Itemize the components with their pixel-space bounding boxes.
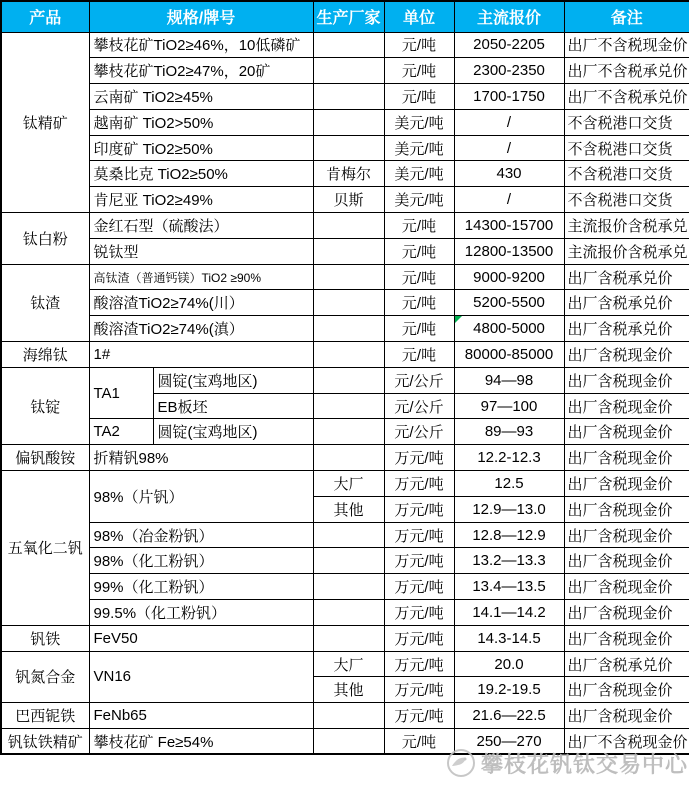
price-cell: 21.6—22.5 bbox=[454, 703, 564, 729]
manufacturer-cell bbox=[313, 135, 384, 161]
spec-cell: 印度矿 TiO2≥50% bbox=[89, 135, 313, 161]
table-row bbox=[1, 161, 689, 187]
manufacturer-cell bbox=[313, 238, 384, 264]
header-note: 备注 bbox=[564, 1, 689, 32]
manufacturer-cell bbox=[313, 58, 384, 84]
price-cell: 14.1—14.2 bbox=[454, 600, 564, 626]
spec-cell: FeNb65 bbox=[89, 703, 313, 729]
note-cell: 出厂不含税承兑价 bbox=[564, 84, 689, 110]
table-row bbox=[1, 187, 689, 213]
unit-cell: 万元/吨 bbox=[384, 574, 454, 600]
product-cell: 偏钒酸铵 bbox=[1, 445, 89, 471]
note-cell: 出厂含税现金价 bbox=[564, 342, 689, 368]
spec-cell: 98%（片钒） bbox=[89, 471, 313, 523]
manufacturer-cell bbox=[313, 109, 384, 135]
manufacturer-cell: 贝斯 bbox=[313, 187, 384, 213]
price-cell: / bbox=[454, 135, 564, 161]
unit-cell: 元/公斤 bbox=[384, 419, 454, 445]
table-row bbox=[1, 135, 689, 161]
price-cell: 89—93 bbox=[454, 419, 564, 445]
manufacturer-cell bbox=[313, 548, 384, 574]
product-cell: 钒钛铁精矿 bbox=[1, 729, 89, 755]
price-cell: 5200-5500 bbox=[454, 290, 564, 316]
form-cell: EB板坯 bbox=[153, 393, 313, 419]
spec-cell: 酸溶渣TiO2≥74%(川） bbox=[89, 290, 313, 316]
unit-cell: 美元/吨 bbox=[384, 109, 454, 135]
price-cell: 13.4—13.5 bbox=[454, 574, 564, 600]
price-cell: 19.2-19.5 bbox=[454, 677, 564, 703]
price-cell: 97—100 bbox=[454, 393, 564, 419]
price-cell: 13.2—13.3 bbox=[454, 548, 564, 574]
product-cell: 钒氮合金 bbox=[1, 651, 89, 703]
manufacturer-cell bbox=[313, 445, 384, 471]
manufacturer-cell bbox=[313, 419, 384, 445]
unit-cell: 元/公斤 bbox=[384, 393, 454, 419]
unit-cell: 美元/吨 bbox=[384, 187, 454, 213]
note-cell: 出厂含税现金价 bbox=[564, 574, 689, 600]
price-cell: / bbox=[454, 109, 564, 135]
price-cell: 430 bbox=[454, 161, 564, 187]
unit-cell: 万元/吨 bbox=[384, 445, 454, 471]
price-cell: 94—98 bbox=[454, 367, 564, 393]
manufacturer-cell bbox=[313, 729, 384, 755]
grade-cell: TA2 bbox=[89, 419, 153, 445]
note-cell: 不含税港口交货 bbox=[564, 187, 689, 213]
note-cell: 出厂含税现金价 bbox=[564, 471, 689, 497]
table-row bbox=[1, 522, 689, 548]
table-row bbox=[1, 58, 689, 84]
price-cell: / bbox=[454, 187, 564, 213]
product-cell: 钛渣 bbox=[1, 264, 89, 341]
table-row bbox=[1, 264, 689, 290]
unit-cell: 元/吨 bbox=[384, 729, 454, 755]
header-product: 产品 bbox=[1, 1, 89, 32]
spec-cell: 99.5%（化工粉钒） bbox=[89, 600, 313, 626]
spec-cell: 莫桑比克 TiO2≥50% bbox=[89, 161, 313, 187]
table-row bbox=[1, 445, 689, 471]
price-cell: 12800-13500 bbox=[454, 238, 564, 264]
table-row bbox=[1, 316, 689, 342]
unit-cell: 万元/吨 bbox=[384, 548, 454, 574]
price-cell: 2050-2205 bbox=[454, 32, 564, 58]
manufacturer-cell: 其他 bbox=[313, 496, 384, 522]
spec-cell: 攀枝花矿TiO2≥46%，10低磷矿 bbox=[89, 32, 313, 58]
table-row bbox=[1, 471, 689, 497]
spec-cell: 98%（化工粉钒） bbox=[89, 548, 313, 574]
note-cell: 出厂含税承兑价 bbox=[564, 264, 689, 290]
header-manufacturer: 生产厂家 bbox=[313, 1, 384, 32]
table-row bbox=[1, 109, 689, 135]
product-cell: 五氧化二钒 bbox=[1, 471, 89, 626]
manufacturer-cell bbox=[313, 84, 384, 110]
unit-cell: 万元/吨 bbox=[384, 651, 454, 677]
table-row bbox=[1, 213, 689, 239]
price-cell: 2300-2350 bbox=[454, 58, 564, 84]
table-row bbox=[1, 600, 689, 626]
grade-cell: TA1 bbox=[89, 367, 153, 419]
price-cell-comment-flag: 4800-5000 bbox=[454, 316, 564, 342]
spec-cell: 1# bbox=[89, 342, 313, 368]
unit-cell: 万元/吨 bbox=[384, 677, 454, 703]
unit-cell: 美元/吨 bbox=[384, 135, 454, 161]
note-cell: 出厂含税现金价 bbox=[564, 677, 689, 703]
note-cell: 出厂含税现金价 bbox=[564, 496, 689, 522]
table-row bbox=[1, 238, 689, 264]
unit-cell: 元/吨 bbox=[384, 238, 454, 264]
note-cell: 不含税港口交货 bbox=[564, 135, 689, 161]
unit-cell: 元/吨 bbox=[384, 32, 454, 58]
spec-cell: 高钛渣（普通钙镁）TiO2 ≥90% bbox=[89, 264, 313, 290]
form-cell: 圆锭(宝鸡地区) bbox=[153, 367, 313, 393]
spec-cell: 攀枝花矿TiO2≥47%，20矿 bbox=[89, 58, 313, 84]
unit-cell: 万元/吨 bbox=[384, 703, 454, 729]
unit-cell: 万元/吨 bbox=[384, 522, 454, 548]
manufacturer-cell bbox=[313, 342, 384, 368]
product-cell: 钛白粉 bbox=[1, 213, 89, 265]
table-row bbox=[1, 342, 689, 368]
table-row bbox=[1, 367, 689, 393]
spec-cell: 折精钒98% bbox=[89, 445, 313, 471]
unit-cell: 元/吨 bbox=[384, 213, 454, 239]
price-cell: 12.9—13.0 bbox=[454, 496, 564, 522]
spec-cell: VN16 bbox=[89, 651, 313, 703]
note-cell: 出厂含税现金价 bbox=[564, 600, 689, 626]
price-cell: 14.3-14.5 bbox=[454, 625, 564, 651]
watermark-text: 攀枝花钒钛交易中心 bbox=[480, 751, 688, 777]
note-cell: 不含税港口交货 bbox=[564, 109, 689, 135]
note-cell: 出厂含税承兑价 bbox=[564, 651, 689, 677]
manufacturer-cell: 大厂 bbox=[313, 651, 384, 677]
unit-cell: 万元/吨 bbox=[384, 471, 454, 497]
manufacturer-cell bbox=[313, 264, 384, 290]
price-cell: 12.5 bbox=[454, 471, 564, 497]
unit-cell: 万元/吨 bbox=[384, 625, 454, 651]
price-cell: 12.8—12.9 bbox=[454, 522, 564, 548]
table-row bbox=[1, 419, 689, 445]
note-cell: 出厂含税现金价 bbox=[564, 367, 689, 393]
price-cell: 14300-15700 bbox=[454, 213, 564, 239]
spec-cell: 肯尼亚 TiO2≥49% bbox=[89, 187, 313, 213]
spec-cell: 金红石型（硫酸法） bbox=[89, 213, 313, 239]
note-cell: 出厂含税现金价 bbox=[564, 522, 689, 548]
spec-cell: FeV50 bbox=[89, 625, 313, 651]
note-cell: 主流报价含税承兑 bbox=[564, 213, 689, 239]
unit-cell: 元/吨 bbox=[384, 290, 454, 316]
table-row bbox=[1, 729, 689, 755]
table-row bbox=[1, 574, 689, 600]
note-cell: 主流报价含税承兑 bbox=[564, 238, 689, 264]
manufacturer-cell bbox=[313, 574, 384, 600]
product-cell: 海绵钛 bbox=[1, 342, 89, 368]
manufacturer-cell: 肯梅尔 bbox=[313, 161, 384, 187]
manufacturer-cell: 其他 bbox=[313, 677, 384, 703]
spec-cell: 云南矿 TiO2≥45% bbox=[89, 84, 313, 110]
product-cell: 钒铁 bbox=[1, 625, 89, 651]
manufacturer-cell bbox=[313, 290, 384, 316]
header-spec: 规格/牌号 bbox=[89, 1, 313, 32]
unit-cell: 万元/吨 bbox=[384, 600, 454, 626]
unit-cell: 美元/吨 bbox=[384, 161, 454, 187]
price-cell: 250—270 bbox=[454, 729, 564, 755]
form-cell: 圆锭(宝鸡地区) bbox=[153, 419, 313, 445]
spec-cell: 越南矿 TiO2>50% bbox=[89, 109, 313, 135]
price-cell: 80000-85000 bbox=[454, 342, 564, 368]
note-cell: 出厂含税现金价 bbox=[564, 625, 689, 651]
note-cell: 出厂含税承兑价 bbox=[564, 316, 689, 342]
note-cell: 出厂不含税承兑价 bbox=[564, 58, 689, 84]
unit-cell: 元/吨 bbox=[384, 316, 454, 342]
manufacturer-cell: 大厂 bbox=[313, 471, 384, 497]
spec-cell: 锐钛型 bbox=[89, 238, 313, 264]
manufacturer-cell bbox=[313, 625, 384, 651]
price-cell: 20.0 bbox=[454, 651, 564, 677]
manufacturer-cell bbox=[313, 316, 384, 342]
price-cell: 12.2-12.3 bbox=[454, 445, 564, 471]
table-row bbox=[1, 290, 689, 316]
price-cell: 1700-1750 bbox=[454, 84, 564, 110]
table-row bbox=[1, 651, 689, 677]
header-unit: 单位 bbox=[384, 1, 454, 32]
note-cell: 出厂不含税现金价 bbox=[564, 32, 689, 58]
product-cell: 巴西铌铁 bbox=[1, 703, 89, 729]
note-cell: 出厂含税现金价 bbox=[564, 393, 689, 419]
manufacturer-cell bbox=[313, 213, 384, 239]
product-cell: 钛精矿 bbox=[1, 32, 89, 213]
table-row bbox=[1, 548, 689, 574]
note-cell: 出厂含税现金价 bbox=[564, 548, 689, 574]
manufacturer-cell bbox=[313, 367, 384, 393]
manufacturer-cell bbox=[313, 32, 384, 58]
note-cell: 出厂含税现金价 bbox=[564, 419, 689, 445]
unit-cell: 万元/吨 bbox=[384, 496, 454, 522]
table-row bbox=[1, 625, 689, 651]
spec-cell: 98%（冶金粉钒） bbox=[89, 522, 313, 548]
table-row bbox=[1, 703, 689, 729]
table-row bbox=[1, 32, 689, 58]
manufacturer-cell bbox=[313, 393, 384, 419]
unit-cell: 元/吨 bbox=[384, 264, 454, 290]
unit-cell: 元/吨 bbox=[384, 342, 454, 368]
spec-cell: 酸溶渣TiO2≥74%(滇） bbox=[89, 316, 313, 342]
note-cell: 不含税港口交货 bbox=[564, 161, 689, 187]
unit-cell: 元/公斤 bbox=[384, 367, 454, 393]
spec-cell: 攀枝花矿 Fe≥54% bbox=[89, 729, 313, 755]
manufacturer-cell bbox=[313, 522, 384, 548]
note-cell: 出厂含税现金价 bbox=[564, 445, 689, 471]
note-cell: 出厂含税承兑价 bbox=[564, 290, 689, 316]
header-row bbox=[1, 1, 689, 32]
unit-cell: 元/吨 bbox=[384, 84, 454, 110]
spec-cell: 99%（化工粉钒） bbox=[89, 574, 313, 600]
manufacturer-cell bbox=[313, 600, 384, 626]
price-cell: 9000-9200 bbox=[454, 264, 564, 290]
note-cell: 出厂不含税现金价 bbox=[564, 729, 689, 755]
product-cell: 钛锭 bbox=[1, 367, 89, 444]
manufacturer-cell bbox=[313, 703, 384, 729]
table-row bbox=[1, 84, 689, 110]
unit-cell: 元/吨 bbox=[384, 58, 454, 84]
note-cell: 出厂含税现金价 bbox=[564, 703, 689, 729]
header-price: 主流报价 bbox=[454, 1, 564, 32]
